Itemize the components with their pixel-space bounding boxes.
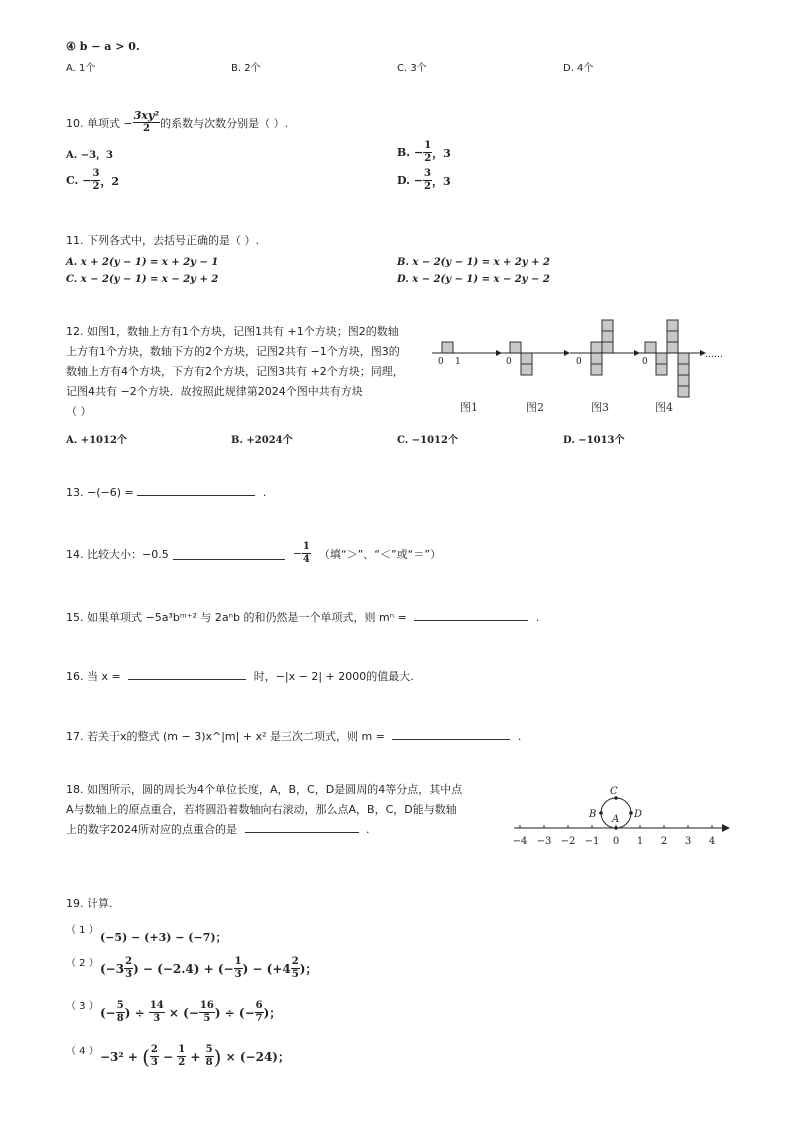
fig2-block-below [521, 364, 532, 375]
q19-label-3: （ 3 ） [66, 1001, 99, 1012]
q16: 16. 当 x = 时，−|x − 2| + 2000的值最大. [66, 667, 414, 684]
q19-label-1: （ 1 ） [66, 925, 99, 936]
number-line-tick-label: −4 [512, 836, 528, 847]
q11-option-b[interactable]: B. x − 2(y − 1) = x + 2y + 2 [397, 257, 550, 268]
number-line-tick-label: −2 [560, 836, 576, 847]
q19-label-4: （ 4 ） [66, 1046, 99, 1057]
q16-answer-blank[interactable] [128, 667, 246, 680]
q12-option-a[interactable]: A. +1012个 [66, 435, 127, 446]
svg-text:0: 0 [576, 357, 582, 367]
svg-text:0: 0 [642, 357, 648, 367]
q9-option-c[interactable]: C. 3个 [397, 63, 427, 74]
svg-text:图3: 图3 [591, 401, 609, 414]
q15: 15. 如果单项式 −5a³bᵐ⁺² 与 2aⁿb 的和仍然是一个单项式，则 mⁿ = . [66, 608, 539, 625]
svg-text:A: A [612, 814, 620, 825]
q13: 13. −(−6) = . [66, 483, 266, 499]
svg-text:图1: 图1 [460, 401, 478, 414]
q18-stem: 18. 如图所示，圆的周长为4个单位长度，A，B，C，D是圆周的4等分点，其中点 A与数轴上的原点重合，若将圆沿着数轴向右滚动，那么点A，B，C，D能与数轴 上的数字2024所对应的点重合的是 . [66, 783, 463, 836]
q10-option-a[interactable]: A. −3，3 [66, 150, 114, 161]
q19-part-2: (−3 $\frac{2}{3}$ ) − (−2.4) + (− $\frac{1}{3}$ ) − (+4 $\frac{2}{5}$ )； [100, 956, 318, 980]
q10-option-c[interactable]: C. − $\frac{3}{2}$ ，2 [66, 168, 120, 192]
q9-option-d: D. 4个 [563, 63, 594, 74]
q17: 17. 若关于x的整式 (m − 3)x^|m| + x² 是三次二项式，则 m = . [66, 727, 521, 744]
q10-option-d[interactable]: D. − $\frac{3}{2}$ ，3 [397, 168, 451, 192]
q14-answer-blank[interactable] [173, 547, 285, 560]
q12-stem: 12. 如图1，数轴上方有1个方块，记图1共有 +1个方块；图2的数轴 上方有1个方块，数轴下方的2个方块，记图2共有 −1个方块，图3的 数轴上方有4个方块，下方有2个方块，记图3共有 +2个方块；同理， 记图4共有 −2个方块．故按照此规律第2024个图中共有方块 （ ） [66, 325, 404, 418]
q11-option-a[interactable]: A. x + 2(y − 1) = x + 2y − 1 [66, 257, 219, 268]
svg-text:1: 1 [455, 357, 461, 367]
q10-stem-after: 的系数与次数分别是（ ）. [160, 116, 289, 130]
svg-text:D: D [634, 809, 643, 820]
q13-answer-blank[interactable] [137, 483, 255, 496]
fig1-block-above [442, 342, 453, 353]
svg-text:B: B [589, 809, 597, 820]
q9-option-a[interactable]: A. 1个 [66, 63, 96, 74]
number-line-tick-label: −1 [584, 836, 600, 847]
q19-part-1: (−5) − (+3) − (−7)； [100, 931, 227, 944]
svg-text:0: 0 [438, 357, 444, 367]
q10-stem [66, 110, 288, 135]
svg-text:C: C [610, 786, 618, 797]
number-line-tick-label: −3 [536, 836, 552, 847]
svg-text:图2: 图2 [526, 401, 544, 414]
q11-option-d[interactable]: D. x − 2(y − 1) = x − 2y − 2 [397, 274, 550, 285]
q11-stem: 11. 下列各式中，去括号正确的是（ ）. [66, 234, 259, 247]
q12-option-d[interactable]: D. −1013个 [563, 435, 625, 446]
number-line-tick-label: 2 [660, 836, 668, 847]
q18-answer-blank[interactable] [245, 820, 359, 833]
svg-text:0: 0 [506, 357, 512, 367]
fig2-block-below [521, 353, 532, 364]
q17-answer-blank[interactable] [392, 727, 510, 740]
number-line-tick-label: 3 [684, 836, 692, 847]
q18-circle-numberline [510, 780, 734, 852]
q12-block-figures [430, 318, 740, 418]
q12-option-b[interactable]: B. +2024个 [231, 435, 293, 446]
q15-answer-blank[interactable] [414, 608, 528, 621]
q19-part-3: (− $\frac{5}{8}$ ) ÷ $\frac{14}{3}$ × (− $\frac{16}{5}$ ) ÷ (− $\frac{6}{7}$ )； [100, 1000, 282, 1024]
number-line-tick-label: 4 [708, 836, 716, 847]
number-line-tick-label: 0 [612, 836, 620, 847]
number-line-tick-label: 1 [636, 836, 644, 847]
q10-fraction: $\frac{\text{3xy²}}{2}$ [133, 109, 160, 134]
q19-label-2: （ 2 ） [66, 958, 99, 969]
q10-option-b[interactable]: B. − $\frac{1}{2}$ ，3 [397, 140, 451, 164]
q19-part-4: −3² + ( $\frac{2}{3}$ − $\frac{1}{2}$ + $\frac{5}{8}$ ) × (−24)； [100, 1044, 290, 1069]
q9-option-b[interactable]: B. 2个 [231, 63, 261, 74]
fig2-block-above [510, 342, 521, 353]
q11-option-c[interactable]: C. x − 2(y − 1) = x − 2y + 2 [66, 274, 219, 285]
q10-stem-before: 10. 单项式 − [66, 116, 133, 130]
q12-option-c[interactable]: C. −1012个 [397, 435, 458, 446]
svg-text:图4: 图4 [655, 401, 673, 414]
q19-stem: 19. 计算. [66, 897, 113, 910]
q9-item4: ④ b − a > 0. [66, 40, 140, 53]
q14: 14. 比较大小：−0.5 − $\frac{1}{4}$ （填“＞”、“＜”或“＝”） [66, 541, 442, 565]
svg-text:……: …… [705, 350, 723, 360]
